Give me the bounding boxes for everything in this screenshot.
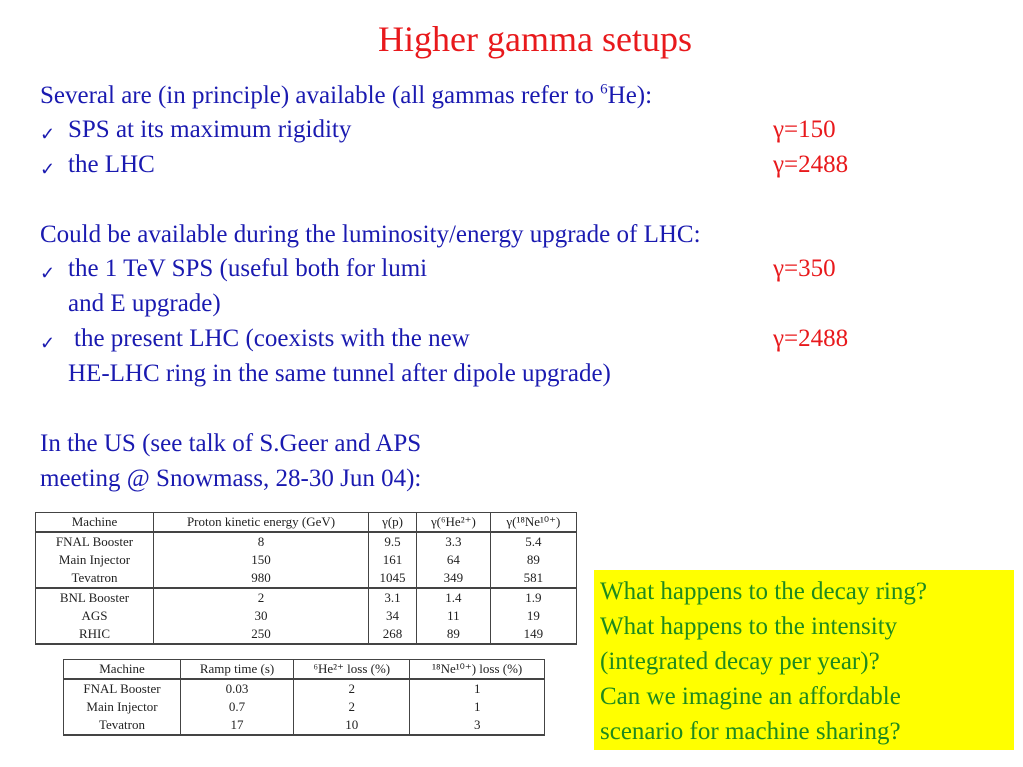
table-header: γ(¹⁸Ne¹⁰⁺) [490, 513, 576, 533]
check-icon: ✓ [40, 159, 56, 179]
table-cell: 250 [153, 625, 368, 644]
table-header: ⁶He²⁺ loss (%) [294, 660, 410, 680]
table-cell: FNAL Booster [36, 532, 154, 551]
upgrade-sps-gamma: γ=350 [773, 255, 836, 282]
table-row [36, 607, 577, 625]
table-header: Proton kinetic energy (GeV) [153, 513, 368, 533]
table-cell: 2 [294, 679, 410, 698]
table-cell: 1 [410, 679, 545, 698]
table-cell: 9.5 [369, 532, 417, 551]
table-row [64, 716, 545, 735]
option-lhc-label: the LHC [68, 151, 155, 178]
table-row [36, 588, 577, 607]
table-cell: 349 [417, 569, 491, 588]
table-cell: 3.3 [417, 532, 491, 551]
intro-line [40, 82, 652, 110]
upgrade-heading: Could be available during the luminosity/energy upgrade of LHC: [40, 221, 701, 248]
table-cell: 1.9 [490, 588, 576, 607]
table-cell: 0.7 [180, 698, 293, 716]
table-cell: 11 [417, 607, 491, 625]
option-lhc-gamma: γ=2488 [773, 151, 849, 178]
table-cell: 30 [153, 607, 368, 625]
table-cell: 3 [410, 716, 545, 735]
option-sps-gamma: γ=150 [773, 116, 836, 143]
intro-tail: He): [607, 82, 653, 109]
table-cell: BNL Booster [36, 588, 154, 607]
table-cell: 1.4 [417, 588, 491, 607]
intro-superscript: 6 [600, 81, 608, 98]
option-sps-label: SPS at its maximum rigidity [68, 116, 352, 143]
table-cell: Tevatron [64, 716, 181, 735]
slide-title: Higher gamma setups [378, 19, 692, 59]
upgrade-lhc-gamma: γ=2488 [773, 325, 849, 352]
table-cell: 89 [490, 551, 576, 569]
table-cell: Tevatron [36, 569, 154, 588]
us-line1: In the US (see talk of S.Geer and APS [40, 430, 422, 457]
table-cell: 268 [369, 625, 417, 644]
table-cell: 150 [153, 551, 368, 569]
table-cell: Main Injector [64, 698, 181, 716]
upgrade-sps-line2: and E upgrade) [68, 290, 221, 317]
table-header: Machine [64, 660, 181, 680]
check-icon: ✓ [40, 124, 56, 144]
table-row [36, 625, 577, 644]
table-cell: RHIC [36, 625, 154, 644]
table-cell: 10 [294, 716, 410, 735]
table-cell: Main Injector [36, 551, 154, 569]
table-cell: 17 [180, 716, 293, 735]
question-line: Can we imagine an affordable [600, 683, 901, 710]
table-header: Machine [36, 513, 154, 533]
table-row [36, 569, 577, 588]
upgrade-lhc-line1: the present LHC (coexists with the new [74, 325, 470, 352]
question-line: What happens to the decay ring? [600, 578, 927, 605]
question-line: What happens to the intensity [600, 613, 898, 640]
table-header: γ(p) [369, 513, 417, 533]
table-cell: 980 [153, 569, 368, 588]
intro-text: Several are (in principle) available (all gammas refer to [40, 82, 601, 109]
question-line: (integrated decay per year)? [600, 648, 880, 675]
table-row [64, 698, 545, 716]
table-header: γ(⁶He²⁺) [417, 513, 491, 533]
gamma-table [35, 512, 577, 645]
table-cell: 581 [490, 569, 576, 588]
table-header: ¹⁸Ne¹⁰⁺) loss (%) [410, 660, 545, 680]
table-cell: AGS [36, 607, 154, 625]
table-cell: 0.03 [180, 679, 293, 698]
table-row [36, 551, 577, 569]
table-header: Ramp time (s) [180, 660, 293, 680]
table-cell: 1045 [369, 569, 417, 588]
upgrade-lhc-line2: HE-LHC ring in the same tunnel after dipole upgrade) [68, 360, 611, 387]
table-cell: 3.1 [369, 588, 417, 607]
table-row [64, 679, 545, 698]
table-cell: 2 [294, 698, 410, 716]
table-cell: 1 [410, 698, 545, 716]
table-cell: 5.4 [490, 532, 576, 551]
table-cell: 8 [153, 532, 368, 551]
table-cell: 64 [417, 551, 491, 569]
check-icon: ✓ [40, 263, 56, 283]
questions-box [594, 570, 1014, 750]
table-cell: 19 [490, 607, 576, 625]
table-cell: 2 [153, 588, 368, 607]
us-line2: meeting @ Snowmass, 28-30 Jun 04): [40, 465, 422, 492]
table-cell: 89 [417, 625, 491, 644]
table-cell: 149 [490, 625, 576, 644]
table-cell: 161 [369, 551, 417, 569]
table-cell: FNAL Booster [64, 679, 181, 698]
check-icon: ✓ [40, 333, 56, 353]
question-line: scenario for machine sharing? [600, 718, 901, 745]
upgrade-sps-line1: the 1 TeV SPS (useful both for lumi [68, 255, 428, 282]
table-row [36, 532, 577, 551]
table-cell: 34 [369, 607, 417, 625]
ramp-table [63, 659, 545, 736]
